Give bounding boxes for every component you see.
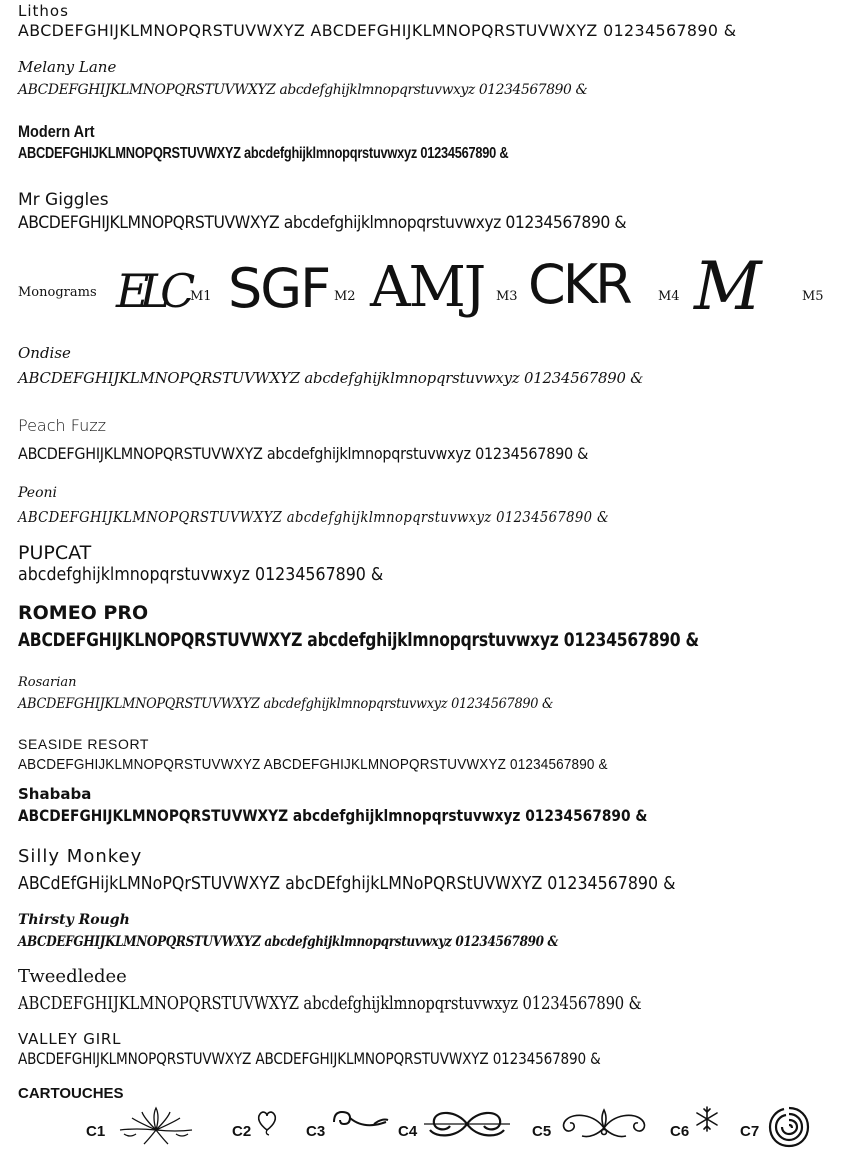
font-sample: ABCDEFGHIJKLNOPQRSTUVWXYZ abcdefghijklmnopqrstuvwxyz 01234567890 & xyxy=(18,629,699,651)
monogram-code-m3: M3 xyxy=(496,289,518,304)
ornate-scroll-icon xyxy=(554,1104,654,1144)
font-name: Peoni xyxy=(18,485,57,501)
font-sample: ABCDEFGHIJKLMNOPQRSTUVWXYZ abcdefghijklmnopqrstuvwxyz 01234567890 & xyxy=(18,369,644,387)
font-entry-mr-giggles xyxy=(18,192,838,232)
monogram-code-m2: M2 xyxy=(334,289,356,304)
font-name: Modern Art xyxy=(18,122,95,141)
cartouche-code-c2: C2 xyxy=(232,1123,252,1140)
cartouche-code-c1: C1 xyxy=(86,1123,106,1140)
monogram-sample-m2: SGF xyxy=(228,257,330,320)
cartouches-row xyxy=(0,1100,850,1160)
font-entry-melany-lane xyxy=(18,60,838,97)
font-entry-valley-girl xyxy=(18,1032,838,1067)
font-entry-tweedledee xyxy=(18,968,838,1013)
font-sample: ABCDEFGHIJKLMNOPQRSTUVWXYZ ABCDEFGHIJKLMNOPQRSTUVWXYZ 01234567890 & xyxy=(18,1049,601,1068)
font-name: Silly Monkey xyxy=(18,846,143,867)
font-sample: ABCDEFGHIJKLMNOPQRSTUVWXYZ abcdefghijklmnopqrstuvwxyz 01234567890 & xyxy=(18,934,559,950)
cartouches-title: CARTOUCHES xyxy=(18,1085,124,1102)
font-entry-peoni xyxy=(18,486,838,525)
monograms-label: Monograms xyxy=(18,285,97,300)
font-name: VALLEY GIRL xyxy=(18,1030,122,1048)
font-entry-lithos xyxy=(18,4,838,39)
font-entry-pupcat xyxy=(18,544,838,584)
font-name: Rosarian xyxy=(18,675,77,690)
rose-icon xyxy=(766,1104,812,1150)
cartouche-code-c7: C7 xyxy=(740,1123,760,1140)
font-sample: ABCDEFGHIJKLMNOPQRSTUVWXYZ abcdefghijklmnopqrstuvwxyz 01234567890 & xyxy=(18,508,610,526)
font-entry-peach-fuzz xyxy=(18,418,838,462)
font-name: Shababa xyxy=(18,785,92,803)
cartouche-code-c3: C3 xyxy=(306,1123,326,1140)
font-name: Tweedledee xyxy=(18,966,127,987)
font-entry-thirsty-rough xyxy=(18,913,838,949)
font-sample: ABCDEFGHIJKLMNOPQRSTUVWXYZ abcdefghijklmnopqrstuvwxyz 01234567890 & xyxy=(18,145,509,162)
monogram-sample-m4: CKR xyxy=(528,253,630,316)
cartouche-code-c4: C4 xyxy=(398,1123,418,1140)
font-name: Ondise xyxy=(18,344,71,362)
snowflake-icon xyxy=(694,1104,720,1134)
font-entry-seaside-resort xyxy=(18,737,838,772)
monogram-sample-m1: ELC xyxy=(116,264,186,318)
swirl-icon xyxy=(330,1104,390,1134)
font-name: SEASIDE RESORT xyxy=(18,736,150,752)
monogram-code-m1: M1 xyxy=(190,289,212,304)
font-sample: ABCDEFGHIJKLMNOPQRSTUVWXYZ abcdefghijklmnopqrstuvwxyz 01234567890 & xyxy=(18,213,627,233)
monograms-row xyxy=(18,248,838,332)
cartouche-code-c5: C5 xyxy=(532,1123,552,1140)
font-sample: ABCDEFGHIJKLMNOPQRSTUVWXYZ abcdefghijklmnopqrstuvwxyz 01234567890 & xyxy=(18,993,642,1014)
monogram-sample-m3: AMJ xyxy=(370,255,485,320)
font-sample: ABCDEFGHIJKLMNOPQRSTUVWXYZ ABCDEFGHIJKLMNOPQRSTUVWXYZ 01234567890 & xyxy=(18,21,737,40)
font-entry-rosarian xyxy=(18,676,838,711)
font-name: Lithos xyxy=(18,2,69,20)
font-name: Mr Giggles xyxy=(18,190,109,210)
font-name: Melany Lane xyxy=(18,58,117,76)
font-entry-romeo-pro xyxy=(18,604,838,650)
font-name: Thirsty Rough xyxy=(18,912,130,928)
cartouche-code-c6: C6 xyxy=(670,1123,690,1140)
font-sample: ABCDEFGHIJKLMNOPQRSTUVWXYZ ABCDEFGHIJKLMNOPQRSTUVWXYZ 01234567890 & xyxy=(18,756,608,773)
font-name: PUPCAT xyxy=(18,542,92,564)
font-sample: abcdefghijklmnopqrstuvwxyz 01234567890 & xyxy=(18,564,384,585)
font-sample: ABCDEFGHIJKLMNOPQRSTUVWXYZ abcdefghijklmnopqrstuvwxyz 01234567890 & xyxy=(18,696,554,712)
feather-flourish-icon xyxy=(116,1104,196,1148)
font-name: ROMEO PRO xyxy=(18,602,149,624)
font-sample: ABCDEFGHIJKLMNOPQRSTUVWXYZ abcdefghijklmnopqrstuvwxyz 01234567890 & xyxy=(18,806,648,825)
font-entry-shababa xyxy=(18,787,838,824)
font-sample: ABCdEfGHijkLMNoPQrSTUVWXYZ abcDEfghijkLMNoPQRStUVWXYZ 01234567890 & xyxy=(18,873,676,894)
font-entry-modern-art xyxy=(18,123,838,162)
monogram-sample-m5: M xyxy=(694,248,762,325)
font-sample: ABCDEFGHIJKLMNOPQRSTUVWXYZ abcdefghijklmnopqrstuvwxyz 01234567890 & xyxy=(18,444,589,463)
monogram-code-m5: M5 xyxy=(802,289,824,304)
infinity-scroll-icon xyxy=(422,1104,512,1144)
font-name: Peach Fuzz xyxy=(18,416,107,435)
font-sample: ABCDEFGHIJKLMNOPQRSTUVWXYZ abcdefghijklmnopqrstuvwxyz 01234567890 & xyxy=(18,82,588,98)
font-entry-silly-monkey xyxy=(18,848,838,893)
monogram-code-m4: M4 xyxy=(658,289,680,304)
heart-loop-icon xyxy=(255,1104,279,1136)
font-entry-ondise xyxy=(18,346,838,386)
